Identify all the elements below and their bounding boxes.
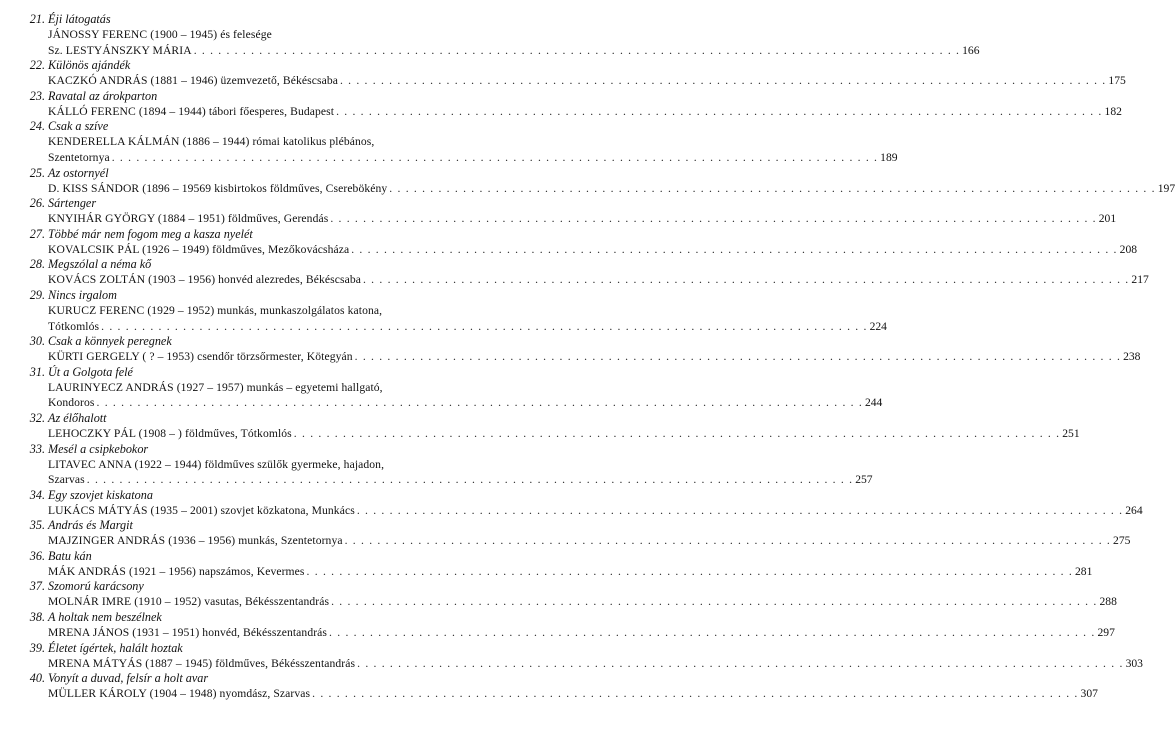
entry-number: 28. (29, 257, 45, 272)
entry-number: 24. (29, 119, 45, 134)
entry-title: Csak a könnyek peregnek (48, 334, 172, 349)
entry-person-line: Kondoros (48, 396, 95, 410)
entry-leader-line (48, 211, 1117, 227)
entry-leader-line (48, 319, 887, 335)
entry-title: András és Margit (48, 518, 133, 533)
entry-person-line: Szarvas (48, 473, 85, 487)
entry-number: 22. (29, 58, 45, 73)
entry-title: Út a Golgota felé (48, 364, 133, 379)
page-number: 208 (1119, 242, 1138, 256)
leader-dots (329, 625, 1095, 641)
entry-title: Az élőhalott (48, 410, 107, 425)
entry-number: 25. (29, 165, 45, 180)
toc-entry (0, 58, 1126, 89)
entry-person-line: LITAVEC ANNA (1922 – 1944) földműves szülők gyermeke, hajadon, (48, 457, 385, 471)
page-number: 244 (864, 396, 883, 410)
entry-person-line: Szentetornya (48, 150, 110, 164)
entry-number: 35. (29, 518, 45, 533)
toc-entry (0, 88, 1122, 120)
toc-entry (0, 487, 1143, 519)
entry-title: Mesél a csipkebokor (48, 441, 149, 456)
entry-leader-line (48, 395, 883, 411)
page-number: 166 (962, 43, 980, 57)
toc-entry (0, 610, 1115, 641)
leader-dots (97, 395, 863, 411)
leader-dots (294, 426, 1060, 442)
entry-title: Az ostornyél (48, 165, 109, 180)
page-number: 197 (1157, 181, 1175, 195)
page-number: 297 (1097, 626, 1115, 640)
page-number: 275 (1113, 534, 1131, 548)
entry-leader-line (48, 426, 1080, 442)
entry-title: Sártenger (48, 196, 97, 211)
leader-dots (345, 533, 1111, 549)
entry-number: 26. (29, 196, 45, 211)
entry-title: Életet ígértek, halált hoztak (48, 640, 183, 655)
toc-entry (0, 548, 1093, 580)
entry-person-line: MOLNÁR IMRE (1910 – 1952) vasutas, Békésszentandrás (48, 595, 330, 609)
entry-person-line: D. KISS SÁNDOR (1896 – 19569 kisbirtokos földműves, Cserebökény (48, 181, 388, 195)
toc-entry (0, 364, 883, 411)
entry-leader-line (48, 533, 1131, 549)
page-number: 264 (1125, 503, 1143, 517)
entry-number: 34. (29, 487, 45, 502)
entry-leader-line (48, 43, 980, 59)
toc-entry (0, 196, 1117, 227)
entry-number: 37. (29, 579, 45, 594)
entry-person-line: Tótkomlós (48, 319, 100, 333)
leader-dots (112, 150, 878, 166)
entry-title: Nincs irgalom (48, 287, 117, 302)
leader-dots (363, 272, 1129, 288)
leader-dots (330, 211, 1096, 227)
toc-entry (0, 257, 1149, 288)
entry-title: Csak a szíve (48, 119, 109, 134)
entry-person-line: LUKÁCS MÁTYÁS (1935 – 2001) szovjet közkatona, Munkács (48, 503, 355, 517)
entry-person-line: LAURINYECZ ANDRÁS (1927 – 1957) munkás – egyetemi hallgató, (48, 380, 383, 394)
toc-entry (0, 226, 1138, 258)
toc-entry (0, 579, 1117, 610)
entry-leader-line (48, 242, 1138, 258)
entry-number: 31. (29, 364, 45, 379)
toc-entry (0, 441, 873, 488)
toc-entry (0, 410, 1080, 442)
entry-leader-line (48, 564, 1093, 580)
page-number: 288 (1099, 595, 1117, 609)
entry-number: 23. (29, 88, 45, 103)
entry-number: 38. (29, 610, 45, 625)
page-number: 201 (1098, 212, 1117, 226)
leader-dots (340, 73, 1106, 89)
entry-title: Batu kán (48, 548, 92, 563)
entry-number: 39. (29, 640, 45, 655)
page-number: 281 (1074, 564, 1093, 578)
entry-title: Többé már nem fogom meg a kasza nyelét (48, 226, 253, 241)
leader-dots (331, 594, 1097, 610)
leader-dots (101, 319, 867, 335)
toc-entry (0, 640, 1143, 672)
entry-leader-line (48, 686, 1098, 702)
toc-entry (0, 165, 1175, 197)
leader-dots (389, 181, 1155, 197)
entry-number: 33. (29, 441, 45, 456)
entry-number: 36. (29, 548, 45, 563)
entry-number: 30. (29, 334, 45, 349)
page-number: 217 (1131, 273, 1149, 287)
entry-person-line: KOVÁCS ZOLTÁN (1903 – 1956) honvéd alezredes, Békéscsaba (48, 273, 361, 287)
entry-number: 29. (29, 287, 45, 302)
entry-leader-line (48, 150, 898, 166)
entry-number: 40. (29, 671, 45, 686)
leader-dots (87, 472, 853, 488)
entry-person-line: MÜLLER KÁROLY (1904 – 1948) nyomdász, Szarvas (48, 687, 311, 701)
toc-entry (0, 119, 898, 165)
leader-dots (312, 686, 1078, 702)
leader-dots (351, 242, 1117, 258)
entry-leader-line (48, 104, 1122, 120)
toc-entry (0, 334, 1141, 365)
toc-entry (0, 12, 980, 58)
page-number: 238 (1123, 350, 1141, 364)
entry-title: Szomorú karácsony (48, 579, 144, 594)
page-number: 257 (855, 473, 873, 487)
table-of-contents (0, 12, 1175, 702)
entry-person-line: KOVALCSIK PÁL (1926 – 1949) földműves, Mezőkovácsháza (48, 242, 350, 256)
entry-person-line: KNYIHÁR GYÖRGY (1884 – 1951) földműves, Gerendás (48, 212, 329, 226)
entry-person-line: KURUCZ FERENC (1929 – 1952) munkás, munkaszolgálatos katona, (48, 303, 383, 317)
entry-title: Ravatal az árokparton (48, 88, 158, 103)
entry-person-line: MAJZINGER ANDRÁS (1936 – 1956) munkás, Szentetornya (48, 534, 343, 548)
entry-person-line: Sz. LESTYÁNSZKY MÁRIA (48, 43, 192, 57)
page-number: 307 (1080, 687, 1098, 701)
page-number: 303 (1125, 656, 1143, 670)
entry-leader-line (48, 349, 1141, 365)
entry-title: Megszólal a néma kő (48, 257, 152, 272)
leader-dots (357, 656, 1123, 672)
page-number: 251 (1062, 426, 1080, 440)
entry-person-line: MÁK ANDRÁS (1921 – 1956) napszámos, Kevermes (48, 564, 305, 578)
entry-person-line: KÜRTI GERGELY ( ? – 1953) csendőr törzsőrmester, Kötegyán (48, 350, 353, 364)
entry-leader-line (48, 272, 1149, 288)
entry-person-line: KÁLLÓ FERENC (1894 – 1944) tábori főesperes, Budapest (48, 104, 335, 118)
entry-title: A holtak nem beszélnek (48, 610, 162, 625)
entry-number: 27. (29, 226, 45, 241)
entry-leader-line (48, 73, 1126, 89)
leader-dots (307, 564, 1073, 580)
page-number: 224 (869, 319, 887, 333)
entry-person-line: MRENA MÁTYÁS (1887 – 1945) földműves, Békésszentandrás (48, 656, 356, 670)
entry-person-line: MRENA JÁNOS (1931 – 1951) honvéd, Békésszentandrás (48, 626, 328, 640)
entry-leader-line (48, 181, 1175, 197)
toc-entry (0, 287, 887, 334)
entry-title: Vonyít a duvad, felsír a holt avar (48, 671, 209, 686)
entry-person-line: JÁNOSSY FERENC (1900 – 1945) és felesége (48, 28, 272, 41)
toc-entry (0, 671, 1098, 702)
entry-number: 32. (29, 410, 45, 425)
entry-leader-line (48, 594, 1117, 610)
entry-leader-line (48, 656, 1143, 672)
leader-dots (336, 104, 1102, 120)
entry-title: Különös ajándék (48, 58, 131, 73)
page-number: 189 (880, 150, 898, 164)
toc-entry (0, 518, 1131, 549)
entry-leader-line (48, 472, 873, 488)
leader-dots (194, 43, 960, 59)
leader-dots (357, 503, 1123, 519)
leader-dots (355, 349, 1121, 365)
entry-number: 21. (29, 12, 45, 26)
page-number: 175 (1108, 74, 1126, 88)
entry-leader-line (48, 503, 1143, 519)
entry-person-line: LEHOCZKY PÁL (1908 – ) földműves, Tótkomlós (48, 426, 292, 440)
entry-title: Éji látogatás (48, 12, 111, 26)
page-number: 182 (1104, 104, 1122, 118)
entry-leader-line (48, 625, 1115, 641)
entry-person-line: KACZKÓ ANDRÁS (1881 – 1946) üzemvezető, Békéscsaba (48, 74, 338, 88)
entry-person-line: KENDERELLA KÁLMÁN (1886 – 1944) római katolikus plébános, (48, 135, 375, 149)
entry-title: Egy szovjet kiskatona (48, 487, 153, 502)
